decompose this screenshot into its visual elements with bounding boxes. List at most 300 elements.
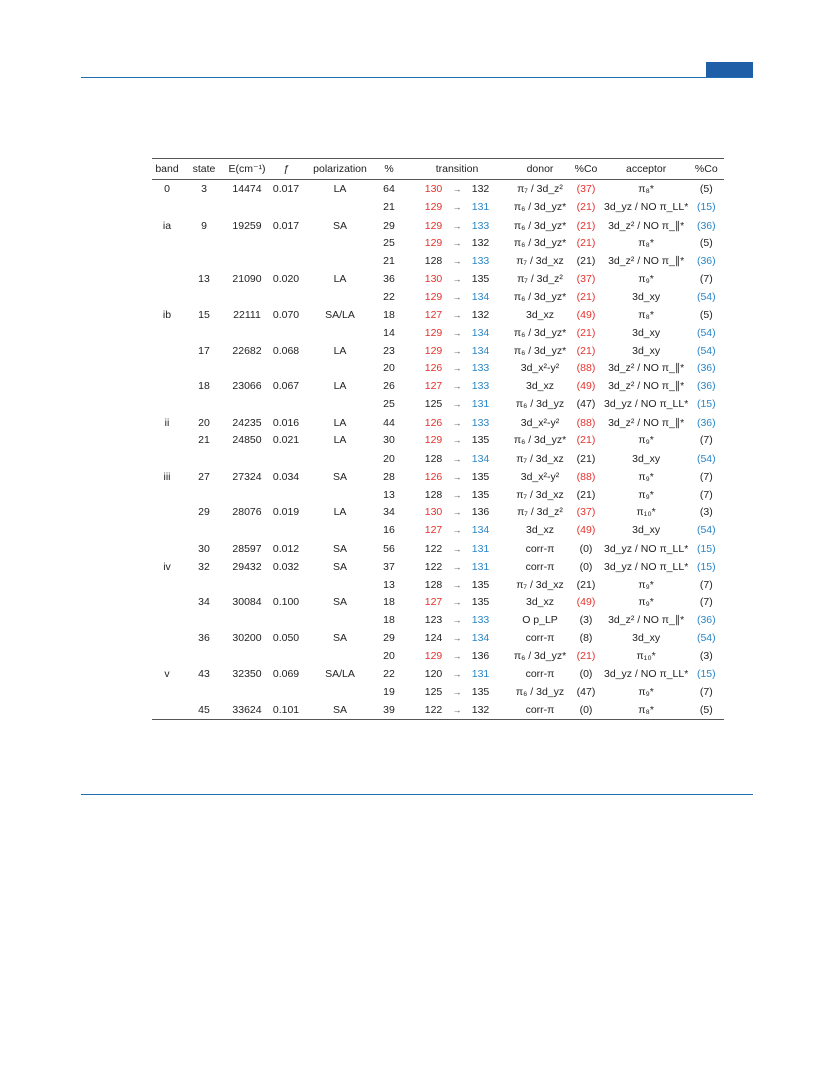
cell-transition bbox=[402, 665, 512, 683]
cell-donor: 3d_xz bbox=[525, 524, 555, 537]
cell-transition bbox=[402, 432, 512, 450]
cell-state: 9 bbox=[201, 219, 207, 232]
cell-co-donor: (49) bbox=[576, 524, 596, 537]
cell-polarization: SA/LA bbox=[325, 309, 355, 322]
col-energy: E(cm⁻¹) bbox=[226, 159, 268, 180]
transition-to: 131 bbox=[471, 398, 490, 411]
cell-donor: π₆ / 3d_yz* bbox=[513, 326, 567, 339]
cell-pct: 25 bbox=[383, 237, 395, 250]
cell-energy: 28597 bbox=[232, 542, 262, 555]
table-row bbox=[152, 521, 724, 539]
cell-energy: 27324 bbox=[232, 471, 262, 484]
cell-energy bbox=[226, 449, 268, 468]
cell-energy bbox=[226, 486, 268, 504]
arrow-icon: → bbox=[452, 704, 462, 715]
cell-acceptor: π₉* bbox=[638, 685, 654, 698]
cell-band bbox=[152, 449, 182, 468]
cell-state: 32 bbox=[198, 560, 210, 573]
cell-acceptor: π₈* bbox=[638, 309, 654, 322]
cell-f bbox=[268, 360, 304, 378]
cell-polarization bbox=[304, 234, 376, 252]
cell-f: 0.070 bbox=[272, 309, 300, 322]
cell-f: 0.100 bbox=[272, 596, 300, 609]
cell-acceptor: 3d_yz / NO π_LL* bbox=[604, 398, 689, 411]
cell-transition bbox=[402, 198, 512, 217]
arrow-icon: → bbox=[452, 632, 462, 643]
cell-band bbox=[152, 360, 182, 378]
arrow-icon: → bbox=[452, 363, 462, 374]
table-row bbox=[152, 558, 724, 576]
cell-band bbox=[152, 646, 182, 665]
cell-co-acceptor: (54) bbox=[696, 344, 716, 357]
cell-transition bbox=[402, 449, 512, 468]
cell-f bbox=[268, 198, 304, 217]
table-row bbox=[152, 198, 724, 217]
cell-acceptor: 3d_xy bbox=[632, 524, 661, 537]
cell-donor: corr-π bbox=[512, 701, 568, 719]
cell-acceptor: 3d_xy bbox=[632, 452, 661, 465]
transition-from: 127 bbox=[424, 524, 443, 537]
cell-transition bbox=[402, 539, 512, 558]
arrow-icon: → bbox=[452, 345, 462, 356]
transition-from: 129 bbox=[424, 344, 443, 357]
cell-donor: π₆ / 3d_yz* bbox=[513, 219, 567, 232]
table-row bbox=[152, 377, 724, 395]
col-transition: transition bbox=[402, 159, 512, 180]
cell-donor: π₇ / 3d_z² bbox=[517, 272, 563, 285]
cell-state: 36 bbox=[198, 631, 210, 644]
table-row bbox=[152, 449, 724, 468]
cell-co-donor: (47) bbox=[576, 685, 596, 698]
cell-transition bbox=[402, 521, 512, 539]
cell-acceptor: 3d_xy bbox=[632, 326, 661, 339]
cell-energy bbox=[226, 252, 268, 270]
cell-co-acceptor: (36) bbox=[696, 362, 716, 375]
transition-from: 129 bbox=[424, 326, 443, 339]
cell-co-acceptor: (54) bbox=[696, 524, 716, 537]
cell-state: 17 bbox=[198, 344, 210, 357]
cell-acceptor: 3d_yz / NO π_LL* bbox=[604, 560, 689, 573]
cell-state bbox=[182, 646, 226, 665]
cell-band bbox=[152, 539, 182, 558]
cell-donor: π₇ / 3d_xz bbox=[516, 254, 564, 267]
arrow-icon: → bbox=[452, 381, 462, 392]
cell-transition bbox=[402, 306, 512, 324]
cell-donor: 3d_xz bbox=[525, 596, 555, 609]
cell-energy: 28076 bbox=[232, 506, 262, 519]
cell-state bbox=[182, 395, 226, 414]
cell-transition bbox=[402, 486, 512, 504]
cell-acceptor: π₈* bbox=[604, 701, 688, 719]
cell-state bbox=[182, 521, 226, 539]
cell-f bbox=[268, 234, 304, 252]
cell-band: ii bbox=[164, 416, 170, 429]
cell-polarization bbox=[304, 576, 376, 594]
cell-band bbox=[152, 611, 182, 629]
arrow-icon: → bbox=[452, 614, 462, 625]
cell-pct: 20 bbox=[383, 452, 395, 465]
cell-f: 0.016 bbox=[272, 416, 300, 429]
cell-band bbox=[152, 198, 182, 217]
arrow-icon: → bbox=[452, 291, 462, 302]
cell-state: 34 bbox=[198, 596, 210, 609]
cell-f bbox=[268, 252, 304, 270]
transition-from: 129 bbox=[424, 649, 443, 662]
cell-energy: 29432 bbox=[232, 560, 262, 573]
cell-f bbox=[268, 576, 304, 594]
cell-state: 27 bbox=[198, 471, 210, 484]
cell-energy bbox=[226, 395, 268, 414]
cell-co-acceptor: (7) bbox=[699, 488, 713, 501]
transition-from: 125 bbox=[424, 398, 443, 411]
cell-acceptor: π₁₀* bbox=[636, 506, 656, 519]
cell-f: 0.034 bbox=[272, 471, 300, 484]
cell-donor: π₆ / 3d_yz* bbox=[513, 434, 567, 447]
cell-co-acceptor: (7) bbox=[699, 434, 713, 447]
cell-f: 0.101 bbox=[268, 701, 304, 719]
cell-co-donor: (21) bbox=[576, 219, 596, 232]
cell-pct: 39 bbox=[376, 701, 402, 719]
cell-pct: 28 bbox=[383, 471, 395, 484]
cell-co-donor: (88) bbox=[576, 362, 596, 375]
table-row bbox=[152, 270, 724, 288]
cell-f bbox=[268, 395, 304, 414]
cell-pct: 19 bbox=[383, 685, 395, 698]
table-row bbox=[152, 486, 724, 504]
cell-transition bbox=[402, 180, 512, 198]
transition-from: 129 bbox=[424, 201, 443, 214]
cell-co-donor: (21) bbox=[576, 344, 596, 357]
cell-acceptor: 3d_xy bbox=[632, 631, 661, 644]
cell-co-acceptor: (36) bbox=[696, 613, 716, 626]
arrow-icon: → bbox=[452, 435, 462, 446]
cell-transition bbox=[402, 629, 512, 647]
cell-f: 0.017 bbox=[272, 182, 300, 195]
cell-state: 43 bbox=[198, 668, 210, 681]
arrow-icon: → bbox=[452, 417, 462, 428]
cell-pct: 22 bbox=[383, 668, 395, 681]
cell-band bbox=[152, 234, 182, 252]
cell-energy bbox=[226, 234, 268, 252]
cell-polarization: SA bbox=[304, 701, 376, 719]
cell-pct: 30 bbox=[383, 434, 395, 447]
cell-co-acceptor: (54) bbox=[696, 290, 716, 303]
cell-co-donor: (21) bbox=[576, 649, 596, 662]
cell-acceptor: π₉* bbox=[638, 434, 654, 447]
transition-to: 131 bbox=[471, 668, 490, 681]
cell-transition bbox=[402, 395, 512, 414]
cell-f bbox=[268, 486, 304, 504]
cell-polarization bbox=[304, 395, 376, 414]
cell-state bbox=[182, 234, 226, 252]
cell-polarization: SA bbox=[332, 471, 347, 484]
cell-donor: π₆ / 3d_yz bbox=[515, 398, 565, 411]
transition-to: 134 bbox=[471, 452, 490, 465]
table-header-row bbox=[152, 159, 724, 180]
cell-energy: 30200 bbox=[232, 631, 262, 644]
table-row bbox=[152, 701, 724, 719]
cell-transition bbox=[402, 234, 512, 252]
cell-polarization bbox=[304, 611, 376, 629]
cell-band bbox=[152, 324, 182, 342]
cell-polarization: SA bbox=[332, 560, 347, 573]
cell-state: 21 bbox=[198, 434, 210, 447]
cell-acceptor: 3d_z² / NO π_∥* bbox=[608, 219, 685, 232]
cell-acceptor: 3d_z² / NO π_∥* bbox=[608, 416, 685, 429]
cell-polarization bbox=[304, 287, 376, 306]
transition-from: 120 bbox=[424, 668, 443, 681]
cell-transition bbox=[402, 611, 512, 629]
cell-donor: 3d_x²-y² bbox=[520, 471, 560, 484]
cell-band bbox=[152, 486, 182, 504]
arrow-icon: → bbox=[452, 183, 462, 194]
transition-to: 131 bbox=[471, 201, 490, 214]
table-row bbox=[152, 468, 724, 486]
table-row bbox=[152, 287, 724, 306]
cell-polarization: LA bbox=[333, 506, 347, 519]
table-row bbox=[152, 395, 724, 414]
cell-polarization bbox=[304, 252, 376, 270]
header-rule bbox=[81, 77, 753, 78]
cell-energy bbox=[226, 287, 268, 306]
cell-f: 0.032 bbox=[272, 560, 300, 573]
cell-band bbox=[152, 270, 182, 288]
cell-f: 0.069 bbox=[272, 668, 300, 681]
cell-polarization: SA/LA bbox=[325, 668, 355, 681]
transition-from: 130 bbox=[424, 506, 443, 519]
col-acceptor: acceptor bbox=[604, 159, 688, 180]
cell-band bbox=[152, 701, 182, 719]
table-row bbox=[152, 252, 724, 270]
transition-to: 135 bbox=[471, 434, 490, 447]
cell-co-donor: (21) bbox=[576, 201, 596, 214]
cell-state: 20 bbox=[198, 416, 210, 429]
cell-band bbox=[152, 252, 182, 270]
cell-co-acceptor: (15) bbox=[696, 560, 716, 573]
arrow-icon: → bbox=[452, 273, 462, 284]
cell-polarization bbox=[304, 324, 376, 342]
transition-from: 126 bbox=[424, 416, 443, 429]
transition-to: 136 bbox=[471, 506, 490, 519]
cell-donor: π₇ / 3d_xz bbox=[516, 452, 564, 465]
arrow-icon: → bbox=[452, 597, 462, 608]
table-row bbox=[152, 646, 724, 665]
arrow-icon: → bbox=[452, 238, 462, 249]
cell-transition bbox=[402, 252, 512, 270]
cell-f: 0.019 bbox=[272, 506, 300, 519]
cell-pct: 44 bbox=[383, 416, 395, 429]
table-row bbox=[152, 180, 724, 198]
cell-f bbox=[268, 324, 304, 342]
transition-from: 128 bbox=[424, 452, 443, 465]
cell-polarization bbox=[304, 360, 376, 378]
transition-to: 134 bbox=[471, 631, 490, 644]
col-donor: donor bbox=[512, 159, 568, 180]
cell-band bbox=[152, 395, 182, 414]
cell-donor: π₆ / 3d_yz* bbox=[513, 649, 567, 662]
col-pct: % bbox=[376, 159, 402, 180]
cell-co-acceptor: (5) bbox=[699, 237, 713, 250]
cell-band: v bbox=[164, 668, 170, 681]
cell-co-acceptor: (3) bbox=[699, 506, 713, 519]
cell-acceptor: 3d_z² / NO π_∥* bbox=[608, 380, 685, 393]
cell-acceptor: π₉* bbox=[638, 596, 654, 609]
cell-polarization bbox=[304, 486, 376, 504]
arrow-icon: → bbox=[452, 507, 462, 518]
cell-pct: 18 bbox=[383, 309, 395, 322]
col-co-acceptor: %Co bbox=[688, 159, 724, 180]
cell-polarization: LA bbox=[333, 272, 347, 285]
cell-state: 45 bbox=[182, 701, 226, 719]
transition-from: 124 bbox=[424, 631, 443, 644]
cell-co-acceptor: (15) bbox=[696, 668, 716, 681]
cell-energy: 33624 bbox=[226, 701, 268, 719]
cell-band bbox=[152, 683, 182, 701]
cell-f: 0.017 bbox=[272, 219, 300, 232]
cell-co-acceptor: (5) bbox=[699, 182, 713, 195]
cell-acceptor: 3d_yz / NO π_LL* bbox=[604, 201, 689, 214]
cell-donor: corr-π bbox=[525, 631, 555, 644]
cell-co-acceptor: (3) bbox=[699, 649, 713, 662]
transition-to: 135 bbox=[471, 471, 490, 484]
cell-pct: 14 bbox=[383, 326, 395, 339]
arrow-icon: → bbox=[452, 489, 462, 500]
cell-co-acceptor: (36) bbox=[696, 380, 716, 393]
cell-transition bbox=[402, 342, 512, 360]
cell-donor: 3d_x²-y² bbox=[520, 362, 560, 375]
cell-band: iii bbox=[163, 471, 171, 484]
arrow-icon: → bbox=[452, 399, 462, 410]
table-row bbox=[152, 324, 724, 342]
cell-co-donor: (88) bbox=[576, 416, 596, 429]
cell-pct: 20 bbox=[383, 649, 395, 662]
cell-transition bbox=[402, 377, 512, 395]
transition-from: 122 bbox=[424, 560, 443, 573]
cell-polarization bbox=[304, 683, 376, 701]
cell-transition bbox=[402, 360, 512, 378]
cell-acceptor: 3d_xy bbox=[632, 290, 661, 303]
cell-f bbox=[268, 611, 304, 629]
transition-to: 133 bbox=[471, 362, 490, 375]
transition-to: 135 bbox=[471, 596, 490, 609]
cell-pct: 34 bbox=[383, 506, 395, 519]
cell-co-acceptor: (15) bbox=[696, 398, 716, 411]
cell-band bbox=[152, 593, 182, 611]
cell-pct: 18 bbox=[383, 596, 395, 609]
cell-co-acceptor: (36) bbox=[696, 416, 716, 429]
cell-donor: 3d_xz bbox=[525, 309, 555, 322]
cell-co-acceptor: (15) bbox=[696, 542, 716, 555]
cell-pct: 36 bbox=[383, 272, 395, 285]
cell-transition bbox=[402, 504, 512, 522]
transition-from: 129 bbox=[424, 219, 443, 232]
cell-pct: 13 bbox=[383, 488, 395, 501]
header-accent-tab bbox=[706, 62, 753, 78]
cell-polarization: SA bbox=[332, 631, 347, 644]
cell-co-acceptor: (5) bbox=[699, 309, 713, 322]
arrow-icon: → bbox=[452, 310, 462, 321]
cell-acceptor: π₉* bbox=[638, 272, 654, 285]
arrow-icon: → bbox=[452, 327, 462, 338]
cell-donor: 3d_x²-y² bbox=[520, 416, 560, 429]
cell-band: ia bbox=[162, 219, 172, 232]
table-row bbox=[152, 432, 724, 450]
cell-state: 18 bbox=[198, 380, 210, 393]
arrow-icon: → bbox=[452, 543, 462, 554]
arrow-icon: → bbox=[452, 579, 462, 590]
cell-acceptor: π₉* bbox=[638, 488, 654, 501]
cell-acceptor: 3d_z² / NO π_∥* bbox=[608, 254, 685, 267]
cell-pct: 23 bbox=[383, 344, 395, 357]
transition-from: 128 bbox=[424, 488, 443, 501]
cell-transition bbox=[402, 324, 512, 342]
cell-donor: π₆ / 3d_yz* bbox=[513, 344, 567, 357]
cell-state bbox=[182, 449, 226, 468]
cell-energy: 19259 bbox=[232, 219, 262, 232]
cell-transition bbox=[402, 217, 512, 235]
cell-transition bbox=[402, 270, 512, 288]
cell-co-acceptor: (7) bbox=[699, 272, 713, 285]
cell-pct: 64 bbox=[383, 182, 395, 195]
table-row bbox=[152, 414, 724, 432]
cell-energy: 23066 bbox=[232, 380, 262, 393]
arrow-icon: → bbox=[452, 255, 462, 266]
cell-co-donor: (37) bbox=[576, 182, 596, 195]
cell-energy: 24235 bbox=[232, 416, 262, 429]
col-co-donor: %Co bbox=[568, 159, 604, 180]
cell-donor: 3d_xz bbox=[525, 380, 555, 393]
cell-co-acceptor: (54) bbox=[696, 452, 716, 465]
cell-donor: π₆ / 3d_yz bbox=[515, 685, 565, 698]
cell-pct: 22 bbox=[383, 290, 395, 303]
cell-co-acceptor: (7) bbox=[699, 471, 713, 484]
cell-state bbox=[182, 287, 226, 306]
cell-donor: π₇ / 3d_xz bbox=[516, 578, 564, 591]
cell-acceptor: π₉* bbox=[638, 578, 654, 591]
cell-co-acceptor: (15) bbox=[696, 201, 716, 214]
cell-state bbox=[182, 683, 226, 701]
cell-co-donor: (49) bbox=[576, 309, 596, 322]
cell-band: ib bbox=[162, 309, 172, 322]
cell-acceptor: 3d_z² / NO π_∥* bbox=[608, 362, 685, 375]
cell-transition bbox=[402, 593, 512, 611]
cell-co-acceptor: (7) bbox=[699, 596, 713, 609]
transition-to: 132 bbox=[471, 703, 490, 716]
cell-donor: corr-π bbox=[525, 560, 555, 573]
cell-f: 0.067 bbox=[272, 380, 300, 393]
transition-to: 135 bbox=[471, 272, 490, 285]
cell-band bbox=[152, 504, 182, 522]
cell-co-donor: (21) bbox=[576, 488, 596, 501]
cell-state: 3 bbox=[201, 182, 207, 195]
cell-band bbox=[152, 629, 182, 647]
cell-f: 0.068 bbox=[272, 344, 300, 357]
cell-co-donor: (49) bbox=[576, 380, 596, 393]
transition-from: 122 bbox=[424, 542, 443, 555]
cell-transition bbox=[402, 414, 512, 432]
cell-co-donor: (0) bbox=[579, 542, 593, 555]
cell-energy: 22682 bbox=[232, 344, 262, 357]
cell-f bbox=[268, 449, 304, 468]
table-row bbox=[152, 342, 724, 360]
arrow-icon: → bbox=[452, 220, 462, 231]
cell-co-donor: (49) bbox=[576, 596, 596, 609]
cell-state bbox=[182, 486, 226, 504]
cell-energy bbox=[226, 324, 268, 342]
cell-donor: π₇ / 3d_z² bbox=[517, 182, 563, 195]
arrow-icon: → bbox=[452, 472, 462, 483]
cell-transition bbox=[402, 468, 512, 486]
